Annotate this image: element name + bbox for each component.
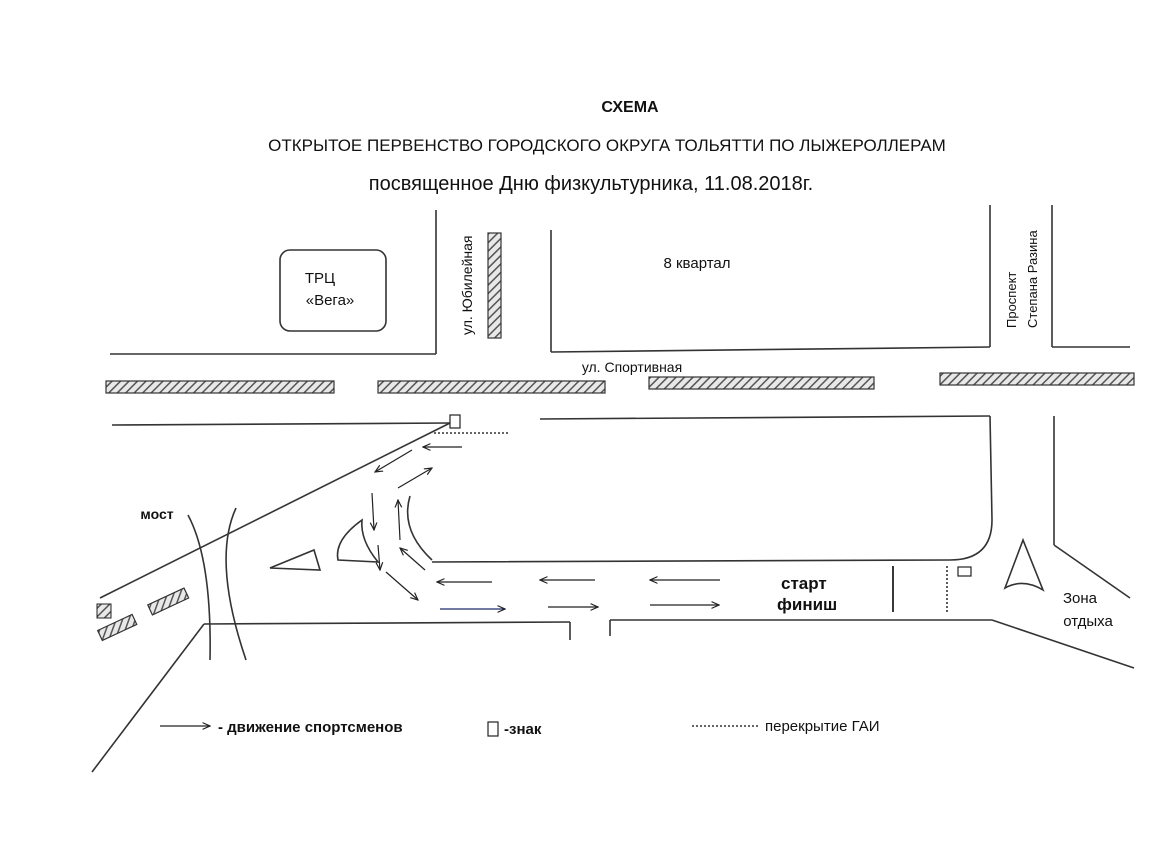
sportivnaya-median-4	[940, 373, 1134, 385]
traffic-island-left	[270, 550, 320, 570]
rest-zone-label-line2: отдыха	[1063, 613, 1113, 630]
quarter-label: 8 квартал	[663, 255, 731, 272]
map-subtitle: ОТКРЫТОЕ ПЕРВЕНСТВО ГОРОДСКОГО ОКРУГА ТОЛЬЯТТИ ПО ЛЫЖЕРОЛЛЕРАМ	[268, 136, 946, 155]
movement-arrow-junction-7	[400, 548, 425, 570]
prospect-label-line2: Степана Разина	[1025, 230, 1040, 328]
quarter-bottom-edge	[551, 347, 990, 352]
lower-road-edge	[204, 622, 570, 624]
movement-arrow-junction-2	[375, 450, 412, 472]
legend-sign-icon	[488, 722, 498, 736]
mall-label-line2: «Вега»	[305, 292, 355, 309]
start-label: старт	[781, 574, 827, 593]
legend-movement-label: - движение спортсменов	[218, 719, 403, 736]
movement-arrow-junction-8	[386, 572, 418, 600]
bridge-arc-left	[188, 515, 210, 660]
finish-label: финиш	[777, 595, 838, 614]
road-sign-icon-right	[958, 567, 971, 576]
checkered-flag-icon	[97, 604, 111, 618]
track-upper-edge	[432, 416, 992, 562]
sportivnaya-median-1	[106, 381, 334, 393]
sportivnaya-label: ул. Спортивная	[581, 359, 683, 375]
movement-arrow-junction-4	[372, 493, 374, 530]
bridge-hatch-1	[148, 588, 189, 615]
mall-building	[280, 250, 386, 331]
movement-arrow-junction-6	[378, 545, 380, 570]
rest-zone-label-line1: Зона	[1062, 590, 1098, 607]
sportivnaya-median-3	[649, 377, 874, 389]
movement-arrow-junction-3	[398, 468, 432, 488]
traffic-island-middle	[338, 520, 379, 562]
sportivnaya-lower-edge-left	[112, 423, 450, 425]
legend-closure-label: перекрытие ГАИ	[765, 718, 880, 735]
yubileynaya-label: ул. Юбилейная	[459, 235, 475, 335]
diagonal-road-lower	[92, 624, 204, 772]
movement-arrow-junction-5	[398, 500, 400, 540]
map-dedication: посвященное Дню физкультурника, 11.08.2018г.	[368, 173, 814, 195]
map-title: СХЕМА	[601, 99, 659, 116]
traffic-island-right	[1005, 540, 1043, 590]
sportivnaya-median-2	[378, 381, 605, 393]
legend-sign-label: -знак	[504, 721, 542, 738]
road-sign-icon-top	[450, 415, 460, 428]
prospect-label-line1: Проспект	[1004, 271, 1019, 328]
yubileynaya-median	[488, 233, 501, 338]
bridge-label: мост	[140, 506, 174, 522]
mall-label-line1: ТРЦ	[304, 270, 336, 287]
junction-curve	[408, 496, 432, 560]
sportivnaya-lower-edge-right	[540, 416, 990, 419]
